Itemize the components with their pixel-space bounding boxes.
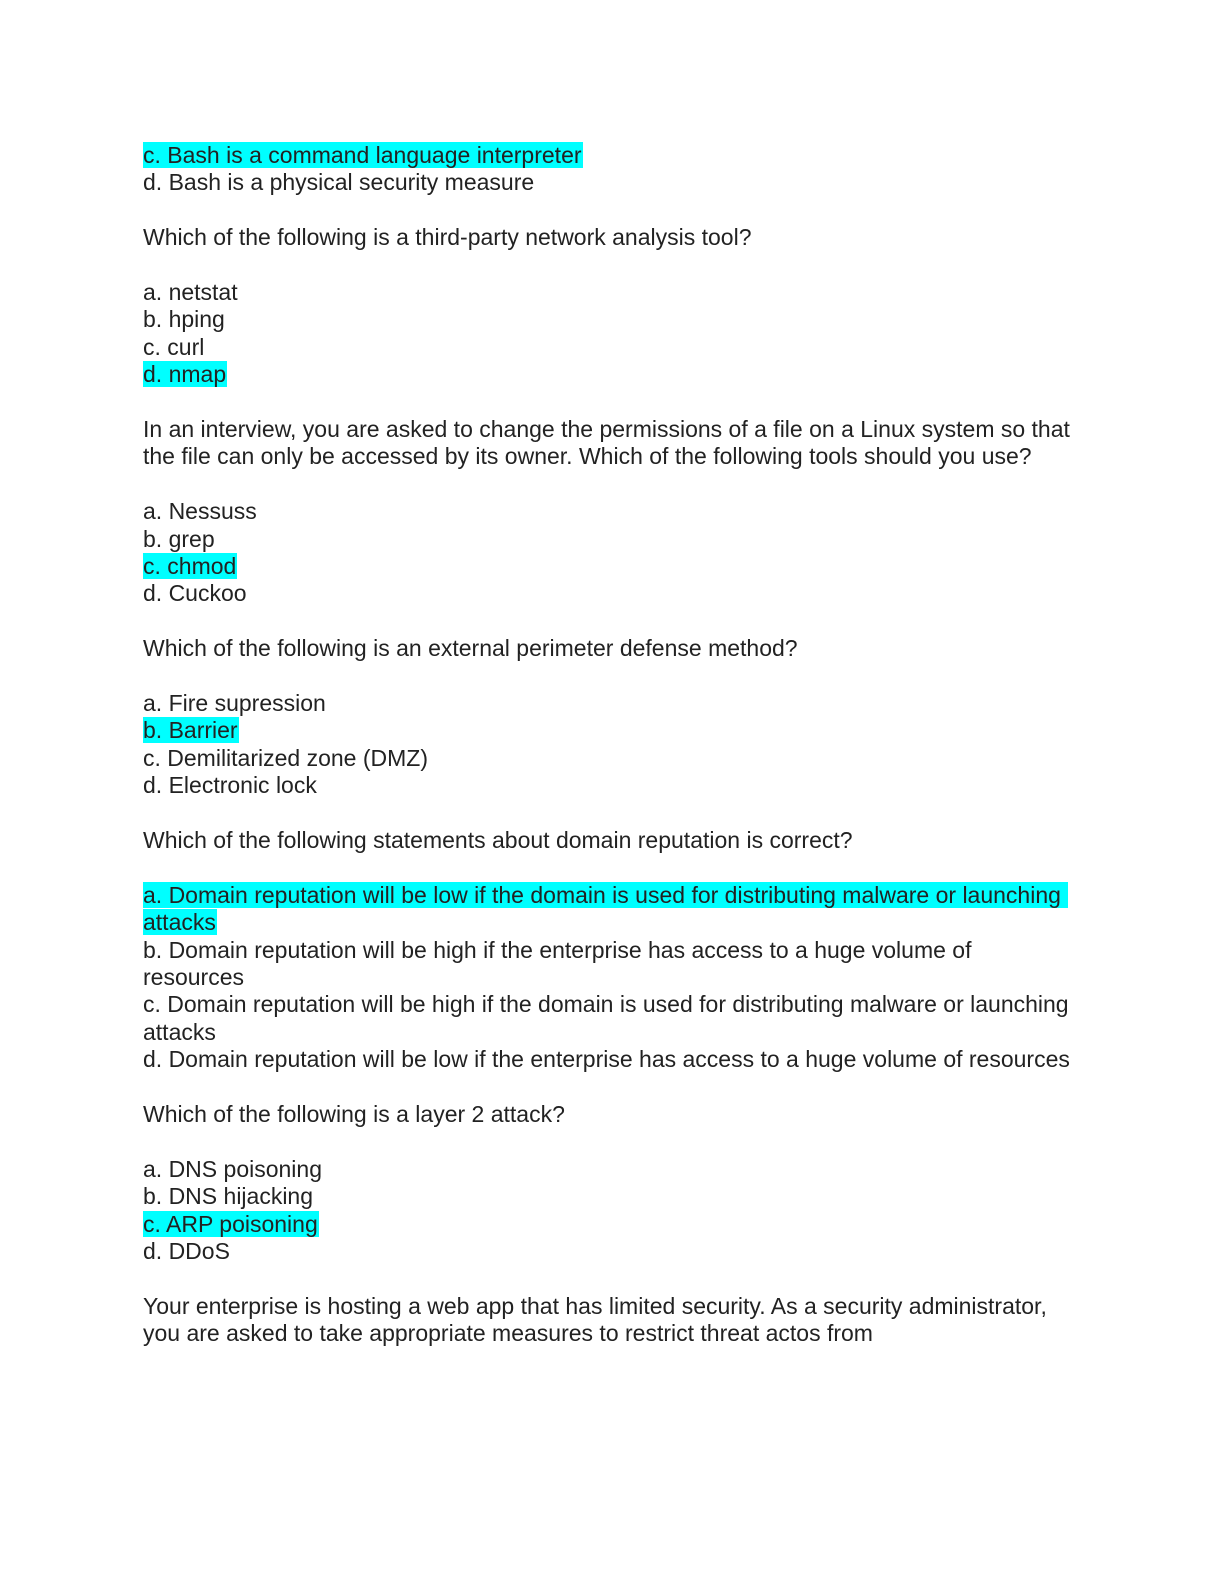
spacer	[143, 1128, 1073, 1155]
spacer	[143, 1074, 1073, 1101]
question-text: Which of the following is a layer 2 attack?	[143, 1101, 565, 1128]
question-text: Your enterprise is hosting a web app that has limited security. As a security administrator, you are asked to take appropriate measures to restrict threat actos from	[143, 1292, 1054, 1347]
question-text: Which of the following statements about domain reputation is correct?	[143, 827, 853, 854]
option-line: d. Domain reputation will be low if the enterprise has access to a huge volume of resources	[143, 1046, 1070, 1073]
spacer	[143, 663, 1073, 690]
option-line: b. hping	[143, 306, 225, 333]
option-line: d. DDoS	[143, 1238, 230, 1265]
highlighted-answer: c. ARP poisoning	[143, 1210, 318, 1237]
option-line: a. Fire supression	[143, 690, 326, 717]
option-line	[143, 1211, 1073, 1238]
option-line: c. Demilitarized zone (DMZ)	[143, 744, 428, 771]
option-line	[143, 361, 1073, 388]
spacer	[143, 608, 1073, 635]
option-line: d. Bash is a physical security measure	[143, 169, 535, 196]
option-line: b. grep	[143, 525, 215, 552]
spacer	[143, 252, 1073, 279]
option-line: a. netstat	[143, 279, 238, 305]
option-line: c. Domain reputation will be high if the domain is used for distributing malware or launching attacks	[143, 991, 1075, 1045]
option-line: a. Nessuss	[143, 498, 257, 525]
spacer	[143, 854, 1073, 881]
spacer	[143, 471, 1073, 498]
highlighted-answer: b. Barrier	[143, 717, 238, 744]
option-line	[143, 553, 1073, 580]
spacer	[143, 1266, 1073, 1293]
option-line	[143, 142, 1073, 169]
highlighted-answer: c. Bash is a command language interpreter	[143, 142, 582, 168]
question-text: Which of the following is a third-party network analysis tool?	[143, 224, 752, 251]
spacer	[143, 800, 1073, 827]
question-text: Which of the following is an external perimeter defense method?	[143, 635, 798, 662]
question-text: In an interview, you are asked to change the permissions of a file on a Linux system so that the file can only be accessed by its owner. Which of the following tools should you use?	[143, 416, 1077, 470]
option-line: d. Electronic lock	[143, 772, 317, 799]
option-line: b. Domain reputation will be high if the enterprise has access to a huge volume of resources	[143, 936, 978, 991]
option-line: c. curl	[143, 333, 205, 360]
highlighted-answer: a. Domain reputation will be low if the domain is used for distributing malware or launching attacks	[143, 881, 1068, 936]
option-line: a. DNS poisoning	[143, 1155, 322, 1182]
option-line: d. Cuckoo	[143, 580, 247, 607]
option-line	[143, 717, 1073, 744]
option-line: b. DNS hijacking	[143, 1183, 314, 1210]
spacer	[143, 389, 1073, 416]
spacer	[143, 197, 1073, 224]
option-line	[143, 882, 1073, 937]
highlighted-answer: d. nmap	[143, 361, 227, 388]
document-page	[143, 142, 1077, 1348]
highlighted-answer: c. chmod	[143, 553, 237, 580]
